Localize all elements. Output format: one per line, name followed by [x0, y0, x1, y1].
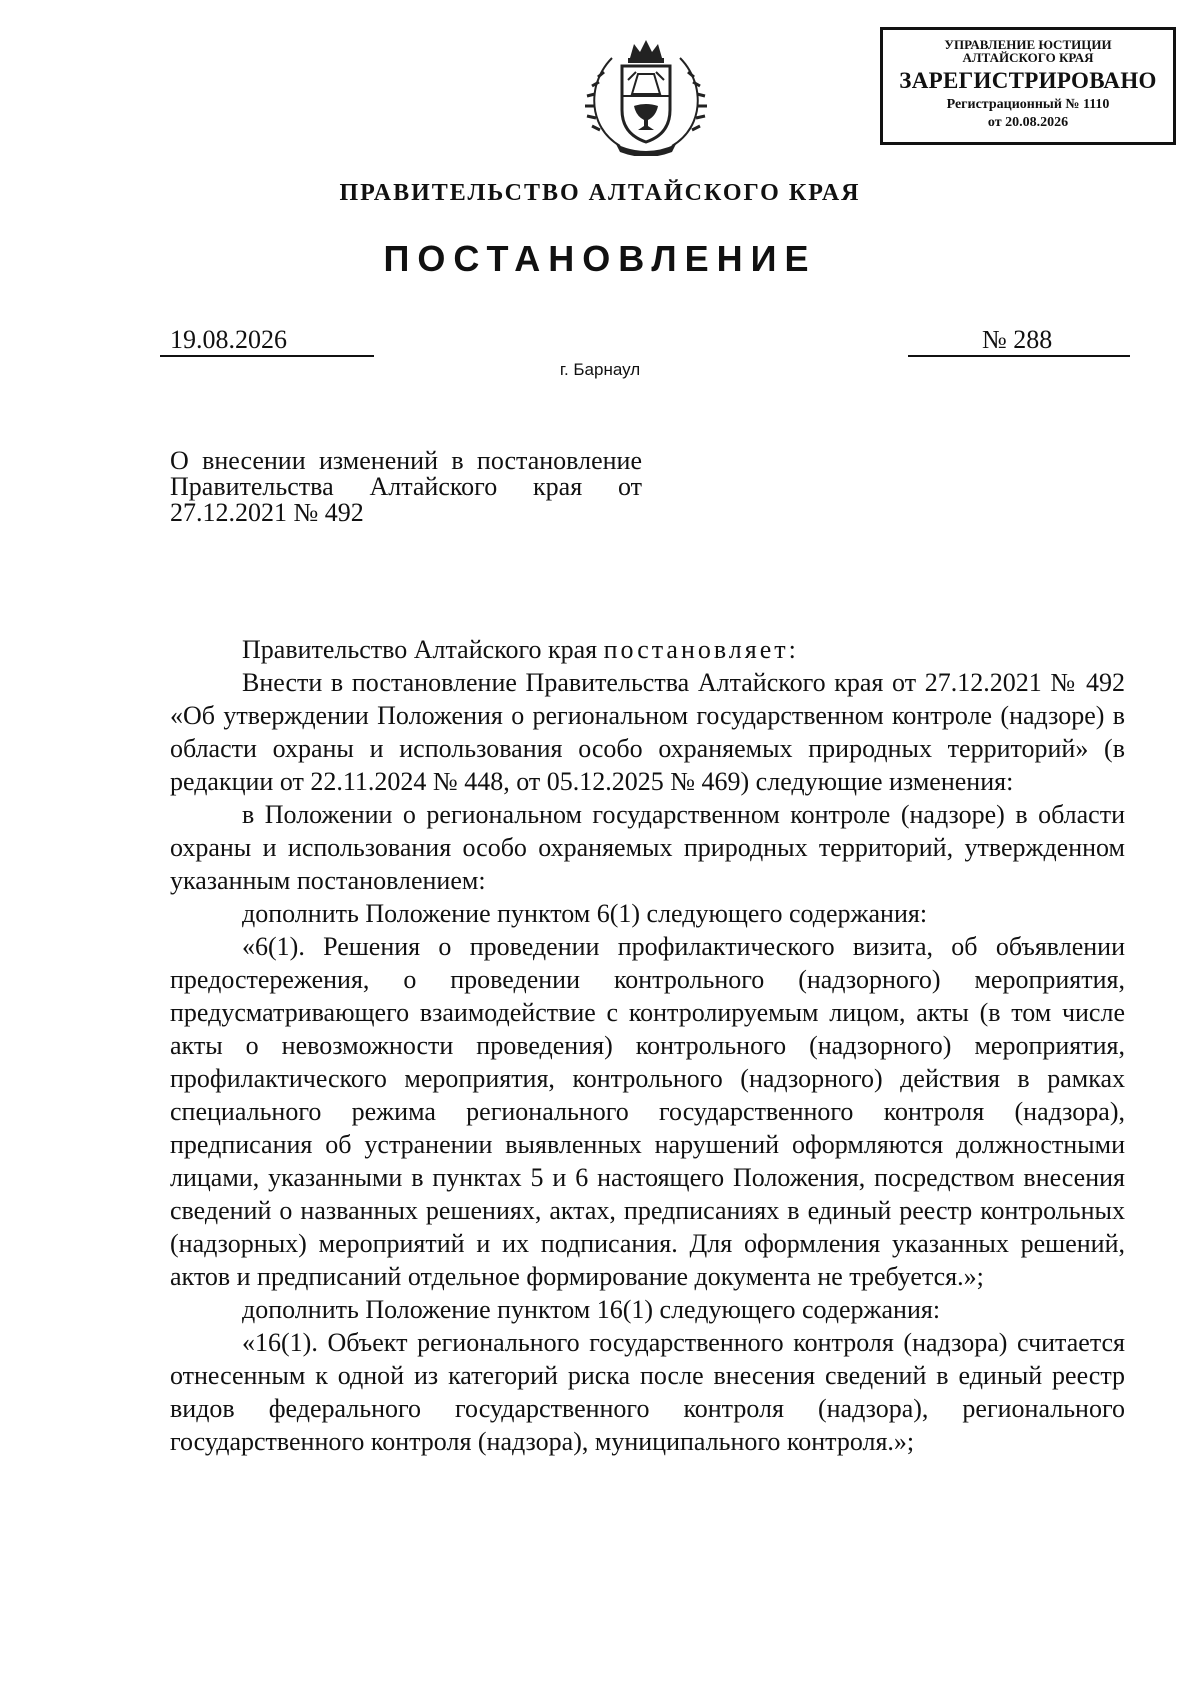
body-paragraph-3: дополнить Положение пунктом 6(1) следующего содержания: [242, 899, 928, 928]
document-city: г. Барнаул [559, 360, 641, 379]
registration-stamp [880, 27, 1176, 145]
body-paragraph-6: «16(1). Объект регионального государственного контроля (надзора) считается отнесенным к одной из категорий риска после внесения сведений в единый реестр видов федерального государственного контроля (надзора), регионального государственного контроля (надзора), муниципального контроля.»; [170, 1328, 1125, 1456]
body-paragraph-4: «6(1). Решения о проведении профилактического визита, об объявлении предостережения, о проведении контрольного (надзорного) мероприятия, предусматривающего взаимодействие с контролируемым лицом, акты (в том числе акты о невозможности проведения) контрольного (надзорного) мероприятия, профилактического мероприятия, контрольного (надзорного) действия в рамках специального режима регионального государственного контроля (надзора), предписания об устранении выявленных нарушений оформляются должностными лицами, указанными в пунктах 5 и 6 настоящего Положения, посредством внесения сведений о названных решениях, актах, предписаниях в единый реестр контрольных (надзорных) мероприятий и их подписания. Для оформления указанных решений, актов и предписаний отдельное формирование документа не требуется.»; [170, 932, 1125, 1291]
document-date-value: 19.08.2026 [170, 325, 287, 354]
document-number [908, 325, 1130, 357]
intro-resolves: постановляет: [603, 635, 799, 664]
body-paragraph-2: в Положении о региональном государственном контроле (надзоре) в области охраны и использования особо охраняемых природных территорий, утвержденном указанным постановлением: [170, 800, 1125, 895]
document-number-value: № 288 [982, 325, 1053, 354]
government-title: ПРАВИТЕЛЬСТВО АЛТАЙСКОГО КРАЯ [339, 180, 861, 206]
stamp-status: ЗАРЕГИСТРИРОВАНО [899, 68, 1157, 93]
document-type: ПОСТАНОВЛЕНИЕ [383, 238, 817, 279]
stamp-org-line1: УПРАВЛЕНИЕ ЮСТИЦИИ [944, 37, 1112, 52]
intro-prefix: Правительство Алтайского края [242, 635, 604, 664]
stamp-reg-number: Регистрационный № 1110 [946, 97, 1110, 112]
altai-krai-coat-of-arms-icon [582, 34, 710, 156]
body-paragraph-1: Внести в постановление Правительства Алтайского края от 27.12.2021 № 492 «Об утверждении Положения о региональном государственном контроле (надзоре) в области охраны и использования особо охраняемых природных территорий» (в редакции от 22.11.2024 № 448, от 05.12.2025 № 469) следующие изменения: [170, 668, 1125, 796]
stamp-org-line2: АЛТАЙСКОГО КРАЯ [962, 50, 1094, 65]
document-body [170, 633, 1125, 1458]
intro-paragraph [170, 633, 1125, 666]
body-paragraph-5: дополнить Положение пунктом 16(1) следующего содержания: [242, 1295, 941, 1324]
document-date [160, 325, 374, 357]
stamp-reg-date: от 20.08.2026 [987, 115, 1069, 130]
document-subject: О внесении изменений в постановление Правительства Алтайского края от 27.12.2021 № 492 [170, 446, 642, 527]
